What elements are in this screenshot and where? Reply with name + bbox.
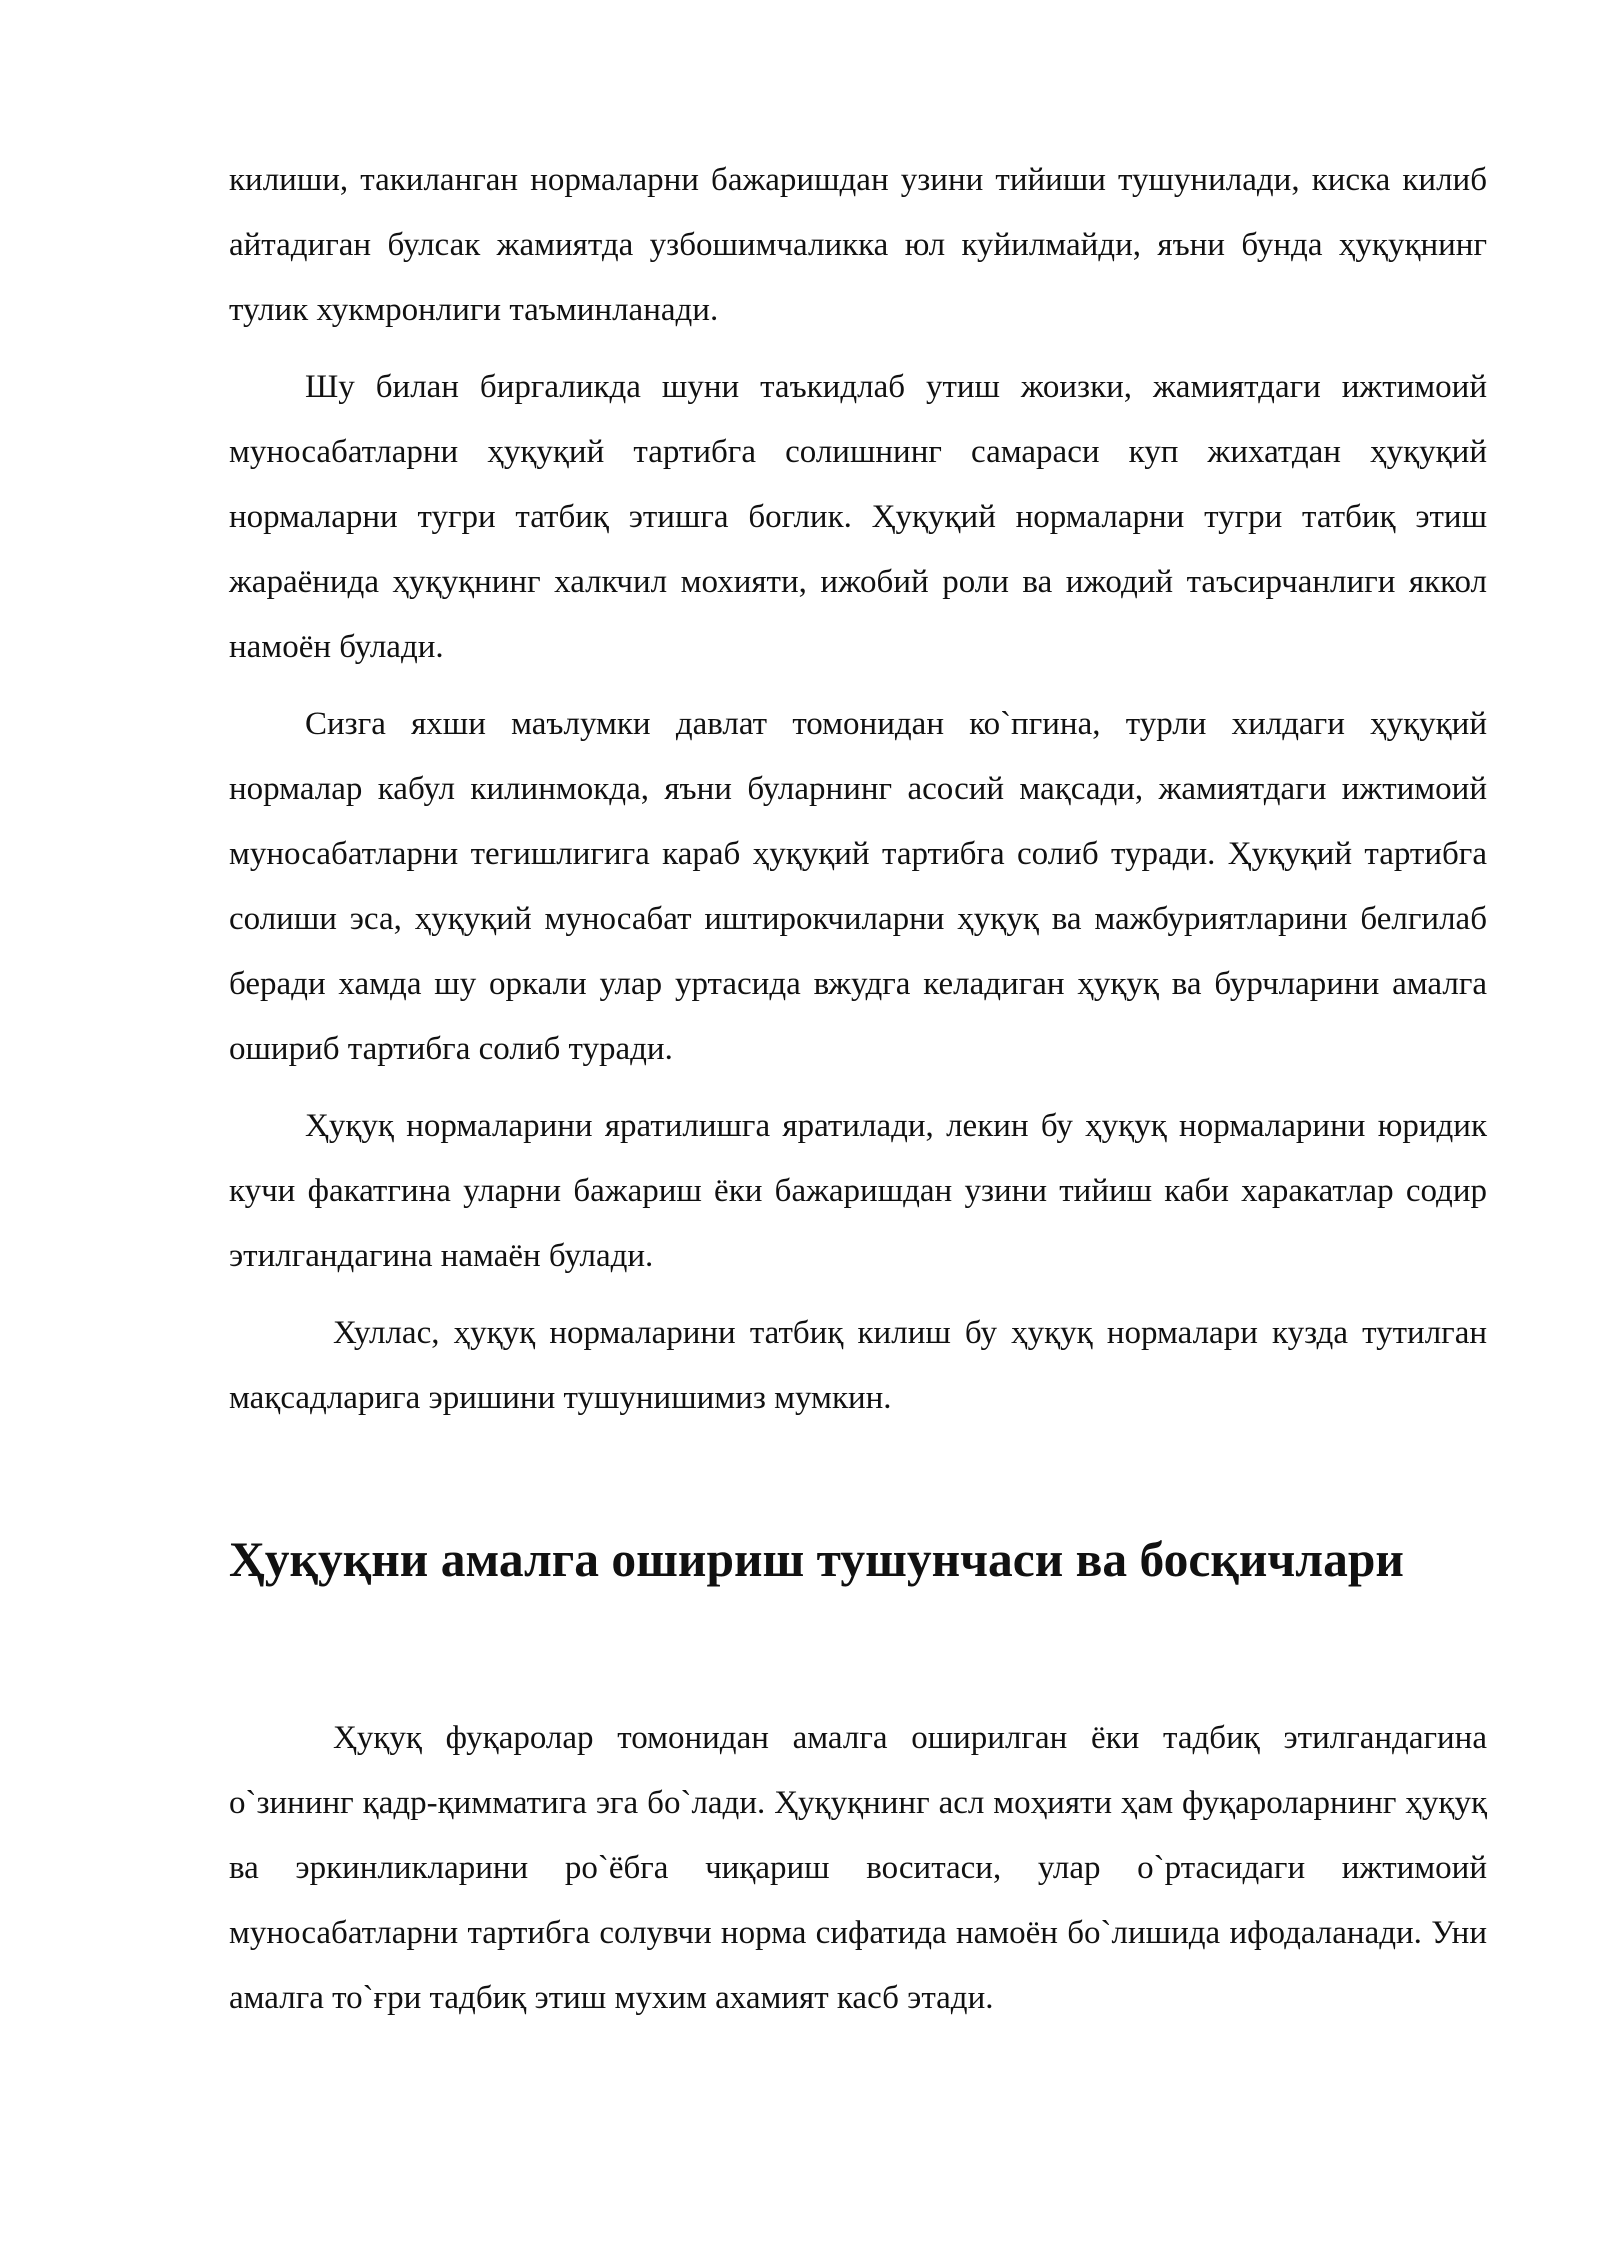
paragraph-1: килиши, такиланган нормаларни бажаришдан узини тийиши тушунилади, киска килиб айтадиган булсак жамиятда узбошимчаликка юл куйилмайди, яъни бунда ҳуқуқнинг тулик хукмронлиги таъминланади. — [229, 162, 1487, 328]
paragraph-5: Хуллас, ҳуқуқ нормаларини татбиқ килиш бу ҳуқуқ нормалари кузда тутилган мақсадларига эришини тушунишимиз мумкин. — [229, 1315, 1487, 1416]
section-heading: Ҳуқуқни амалга ошириш тушунчаси ва босқичлари — [229, 1532, 1404, 1587]
paragraph-6: Ҳуқуқ фуқаролар томонидан амалга оширилган ёки тадбиқ этилгандагина о`зининг қадр-қимматига эга бо`лади. Ҳуқуқнинг асл моҳияти ҳам фуқароларнинг ҳуқуқ ва эркинликларини ро`ёбга чиқариш воситаси, улар о`ртасидаги ижтимоий муносабатларни тартибга солувчи норма сифатида намоён бо`лишида ифодаланади. Уни амалга то`ғри тадбиқ этиш мухим ахамият касб этади. — [229, 1720, 1487, 2016]
paragraph-3: Сизга яхши маълумки давлат томонидан ко`пгина, турли хилдаги ҳуқуқий нормалар кабул килинмокда, яъни буларнинг асосий мақсади, жамиятдаги ижтимоий муносабатларни тегишлигига караб ҳуқуқий тартибга солиб туради. Ҳуқуқий тартибга солиши эса, ҳуқуқий муносабат иштирокчиларни ҳуқуқ ва мажбуриятларини белгилаб беради хамда шу оркали улар уртасида вжудга келадиган ҳуқуқ ва бурчларини амалга ошириб тартибга солиб туради. — [229, 706, 1487, 1067]
document-body — [229, 148, 1487, 2043]
paragraph-4: Ҳуқуқ нормаларини яратилишга яратилади, лекин бу ҳуқуқ нормаларини юридик кучи факатгина уларни бажариш ёки бажаришдан узини тийиш каби харакатлар содир этилгандагина намаён булади. — [229, 1108, 1487, 1274]
paragraph-2: Шу билан биргаликда шуни таъкидлаб утиш жоизки, жамиятдаги ижтимоий муносабатларни ҳуқуқий тартибга солишнинг самараси куп жихатдан ҳуқуқий нормаларни тугри татбиқ этишга боглик. Ҳуқуқий нормаларни тугри татбиқ этиш жараёнида ҳуқуқнинг халкчил мохияти, ижобий роли ва ижодий таъсирчанлиги яккол намоён булади. — [229, 369, 1487, 665]
